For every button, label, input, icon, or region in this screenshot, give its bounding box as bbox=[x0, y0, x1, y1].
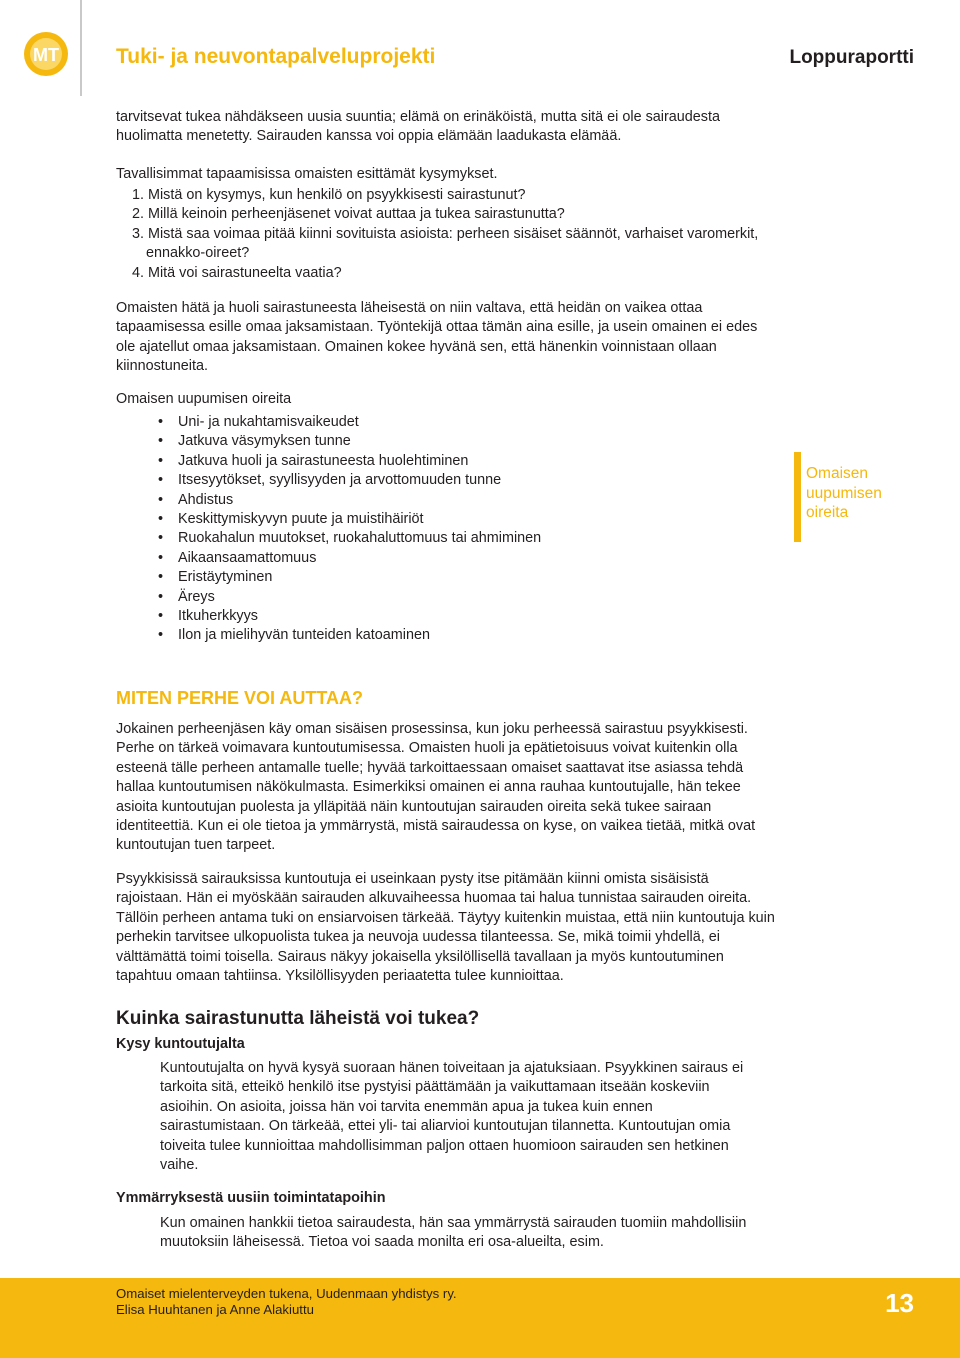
symptom-text: Uni- ja nukahtamisvaikeudet bbox=[178, 414, 359, 430]
paragraph-hata: Omaisten hätä ja huoli sairastuneesta läheisestä on niin valtava, että heidän on vaikea ottaa tapaamisessa esille omaa jaksamistaan. Työntekijä ottaa tämän aina esille, ja usein omainen ei edes ole ajatellut omaa jaksamistaan. Omainen kokee hyvänä sen, että hänenkin voinnistaan ollaan kiinnostuneita. bbox=[116, 300, 758, 375]
bullet-icon: • bbox=[158, 569, 164, 586]
question-item: 1. Mistä on kysymys, kun henkilö on psyykkisesti sairastunut? bbox=[132, 187, 526, 203]
bullet-icon: • bbox=[158, 608, 164, 625]
page-number: 13 bbox=[885, 1288, 914, 1318]
header-divider bbox=[80, 0, 82, 96]
symptom-item bbox=[158, 626, 718, 645]
organization-logo-icon bbox=[22, 30, 70, 78]
side-note-bar bbox=[794, 452, 801, 542]
questions-list bbox=[132, 186, 772, 283]
symptom-text: Ilon ja mielihyvän tunteiden katoaminen bbox=[178, 627, 430, 644]
bullet-icon: • bbox=[158, 530, 164, 547]
symptom-item bbox=[158, 588, 718, 607]
symptom-text: Itkuherkkyys bbox=[178, 608, 258, 625]
symptom-text: Itsesyytökset, syyllisyyden ja arvottomuuden tunne bbox=[178, 472, 502, 489]
side-note: Omaisen uupumisen oireita bbox=[806, 465, 882, 521]
symptoms-list bbox=[158, 413, 718, 646]
sub2-text: Kun omainen hankkii tietoa sairaudesta, hän saa ymmärrystä sairauden tuomiin mahdollisiin muutoksiin läheisessä. Tietoa voi saada monilta eri osa-alueilta, esim. bbox=[160, 1215, 747, 1251]
symptom-item bbox=[158, 510, 718, 529]
sub2-title: Ymmärryksestä uusiin toimintatapoihin bbox=[116, 1190, 386, 1206]
symptom-item bbox=[158, 529, 718, 548]
symptom-text: Ahdistus bbox=[178, 491, 234, 508]
symptom-text: Jatkuva huoli ja sairastuneesta huolehtiminen bbox=[178, 452, 469, 469]
bullet-icon: • bbox=[158, 433, 164, 450]
symptom-item bbox=[158, 413, 718, 432]
header-title: Tuki- ja neuvontapalveluprojekti bbox=[116, 45, 436, 68]
symptom-item bbox=[158, 432, 718, 451]
question-item: 3. Mistä saa voimaa pitää kiinni sovituista asioista: perheen sisäiset säännöt, varhaiset varomerkit, ennakko-oireet? bbox=[132, 225, 759, 262]
symptom-item bbox=[158, 549, 718, 568]
intro-paragraph: tarvitsevat tukea nähdäkseen uusia suuntia; elämä on erinäköistä, mutta sitä ei ole sairaudesta huolimatta menetetty. Sairauden kanssa voi oppia elämään laadukasta elämää. bbox=[116, 109, 720, 145]
symptom-text: Ruokahalun muutokset, ruokahaluttomuus tai ahmiminen bbox=[178, 530, 542, 547]
question-item: 2. Millä keinoin perheenjäsenet voivat auttaa ja tukea sairastunutta? bbox=[132, 206, 565, 223]
bullet-icon: • bbox=[158, 472, 164, 489]
symptom-item bbox=[158, 471, 718, 490]
bullet-icon: • bbox=[158, 414, 164, 430]
symptom-text: Aikaansaamattomuus bbox=[178, 549, 317, 566]
paragraph-jokainen: Jokainen perheenjäsen käy oman sisäisen prosessinsa, kun joku perheessä sairastuu psyykkisesti. Perhe on tärkeä voimavara kuntoutumisessa. Omaisten huoli ja epätietoisuus voivat kuitenkin olla esteenä tälle perheen antamalle tuelle; hyvää tarkoittaessaan omaiset saattavat itse asiassa tehdä hallaa kuntoutumisen näkökulmasta. Esimerkiksi omainen ei anna rauhaa kuntoutujalle, hän tekee asioita kuntoutujan puolesta ja ylläpitää näin kuntoutujan sairauden oireita sekä tukee sairaan identiteettiä. Kun ei ole tietoa ja ymmärrystä, mistä sairaudessa on kyse, on vaikea tietää, mitkä ovat kuntoutujan tuen tarpeet. bbox=[116, 721, 756, 854]
bullet-icon: • bbox=[158, 511, 164, 528]
subheading: Kuinka sairastunutta läheistä voi tukea? bbox=[116, 1008, 480, 1029]
symptoms-title: Omaisen uupumisen oireita bbox=[116, 391, 292, 407]
bullet-icon: • bbox=[158, 588, 164, 605]
symptom-text: Äreys bbox=[178, 588, 215, 605]
symptom-text: Keskittymiskyvyn puute ja muistihäiriöt bbox=[178, 511, 424, 528]
footer-line-1: Omaiset mielenterveyden tukena, Uudenmaan yhdistys ry. bbox=[116, 1286, 457, 1301]
bullet-icon: • bbox=[158, 491, 164, 508]
sub1-text: Kuntoutujalta on hyvä kysyä suoraan hänen toiveitaan ja ajatuksiaan. Psyykkinen sairaus ei tarkoita sitä, etteikö henkilö itse pystyisi päättämään ja vaikuttamaan itseään koskeviin asioihin. On asioita, joissa hän voi tarvita enemmän apua ja tukea kuin ennen sairastumistaan. On tärkeää, ettei yli- tai aliarvioi kuntoutujan tilannetta. Kuntoutujan omia toiveita tulee kunnioittaa mahdollisimman paljon ottaen huomioon sairauden sen hetkinen vaihe. bbox=[160, 1060, 744, 1174]
symptom-item bbox=[158, 568, 718, 587]
bullet-icon: • bbox=[158, 549, 164, 566]
svg-text:MT: MT bbox=[33, 45, 59, 65]
symptom-text: Eristäytyminen bbox=[178, 569, 273, 586]
symptom-item bbox=[158, 607, 718, 626]
question-item: 4. Mitä voi sairastuneelta vaatia? bbox=[132, 264, 342, 281]
section-heading: MITEN PERHE VOI AUTTAA? bbox=[116, 688, 363, 708]
symptom-text: Jatkuva väsymyksen tunne bbox=[178, 433, 351, 450]
symptom-item bbox=[158, 491, 718, 510]
paragraph-psyykkisissa: Psyykkisissä sairauksissa kuntoutuja ei useinkaan pysty itse pitämään kiinni omista sisäisistä rajoistaan. Hän ei myöskään sairauden alkuvaiheessa huomaa tai halua tunnistaa sairauden oireita. Tällöin perheen antama tuki on ensiarvoisen tärkeää. Täytyy kuitenkin muistaa, että niin kuntoutuja kuin perhekin tarvitsee ulkopuolista tukea ja neuvoja uudessa tilanteessa. Se, mikä toimii yhdellä, ei välttämättä toimi toisella. Sairaus näkyy jokaisella yksilöllisellä tavallaan ja myös kuntoutuminen tapahtuu omaan tahtiinsa. Yksilöllisyyden periaatetta tulee kunnioittaa. bbox=[116, 871, 775, 985]
footer-credits bbox=[116, 1286, 457, 1317]
sub1-title: Kysy kuntoutujalta bbox=[116, 1036, 245, 1052]
header-document-type: Loppuraportti bbox=[789, 47, 914, 68]
symptom-item bbox=[158, 452, 718, 471]
questions-intro: Tavallisimmat tapaamisissa omaisten esittämät kysymykset. bbox=[116, 166, 498, 182]
bullet-icon: • bbox=[158, 452, 164, 469]
footer-line-2: Elisa Huuhtanen ja Anne Alakiuttu bbox=[116, 1301, 314, 1317]
bullet-icon: • bbox=[158, 627, 164, 644]
